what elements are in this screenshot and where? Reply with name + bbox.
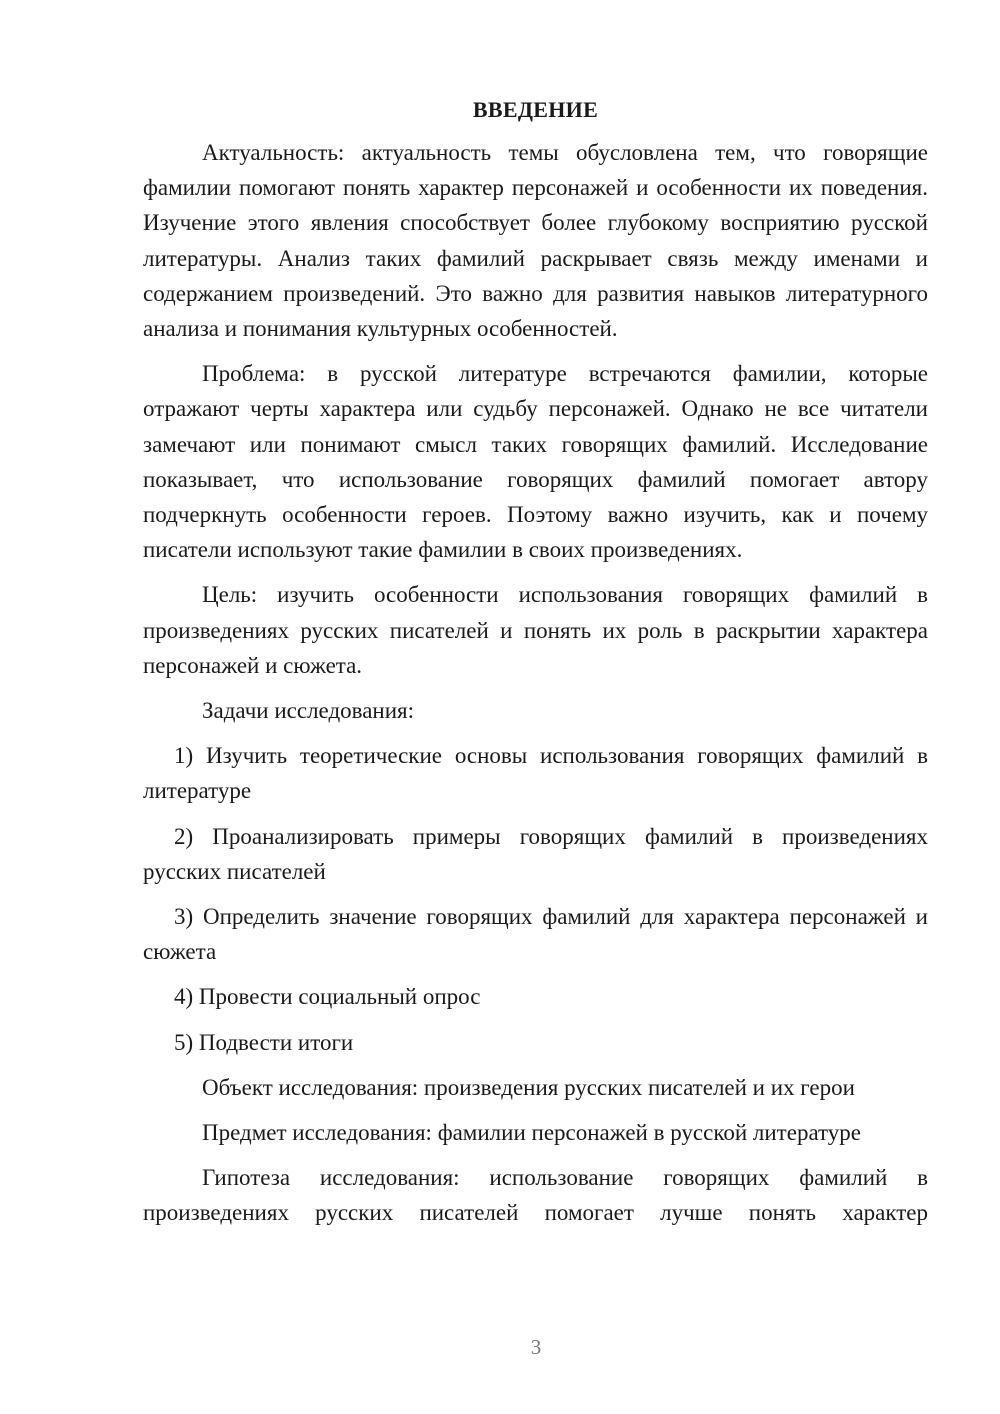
subject-paragraph: Предмет исследования: фамилии персонажей в русской литературе — [202, 1120, 862, 1146]
relevance-paragraph: Актуальность: актуальность темы обусловлена тем, что говорящие фамилии помогают понять характер персонажей и особенности их поведения. Изучение этого явления способствует более глубокому восприятию русской литературы. Анализ таких фамилий раскрывает связь между именами и содержанием произведений. Это важно для развития навыков литературного анализа и понимания культурных особенностей. — [143, 140, 928, 342]
task-item-1: 1) Изучить теоретические основы использования говорящих фамилий в литературе — [143, 743, 928, 804]
tasks-heading: Задачи исследования: — [202, 698, 415, 724]
hypothesis-paragraph: Гипотеза исследования: использование говорящих фамилий в произведениях русских писателей помогает лучше понять характер — [143, 1165, 928, 1226]
task-item-2: 2) Проанализировать примеры говорящих фамилий в произведениях русских писателей — [143, 823, 928, 884]
task-item-5: 5) Подвести итоги — [174, 1029, 354, 1055]
page-number: 3 — [530, 1335, 542, 1359]
task-item-4: 4) Провести социальный опрос — [174, 984, 481, 1010]
page-title: ВВЕДЕНИЕ — [472, 97, 599, 122]
task-item-3: 3) Определить значение говорящих фамилий для характера персонажей и сюжета — [143, 904, 928, 965]
page-content — [143, 92, 928, 1231]
object-paragraph: Объект исследования: произведения русских писателей и их герои — [202, 1074, 855, 1100]
problem-paragraph: Проблема: в русской литературе встречаются фамилии, которые отражают черты характера или судьбу персонажей. Однако не все читатели замечают или понимают смысл таких говорящих фамилий. Исследование показывает, что использование говорящих фамилий помогает автору подчеркнуть особенности героев. Поэтому важно изучить, как и почему писатели используют такие фамилии в своих произведениях. — [143, 361, 928, 563]
goal-paragraph: Цель: изучить особенности использования говорящих фамилий в произведениях русских писателей и понять их роль в раскрытии характера персонажей и сюжета. — [143, 582, 928, 678]
